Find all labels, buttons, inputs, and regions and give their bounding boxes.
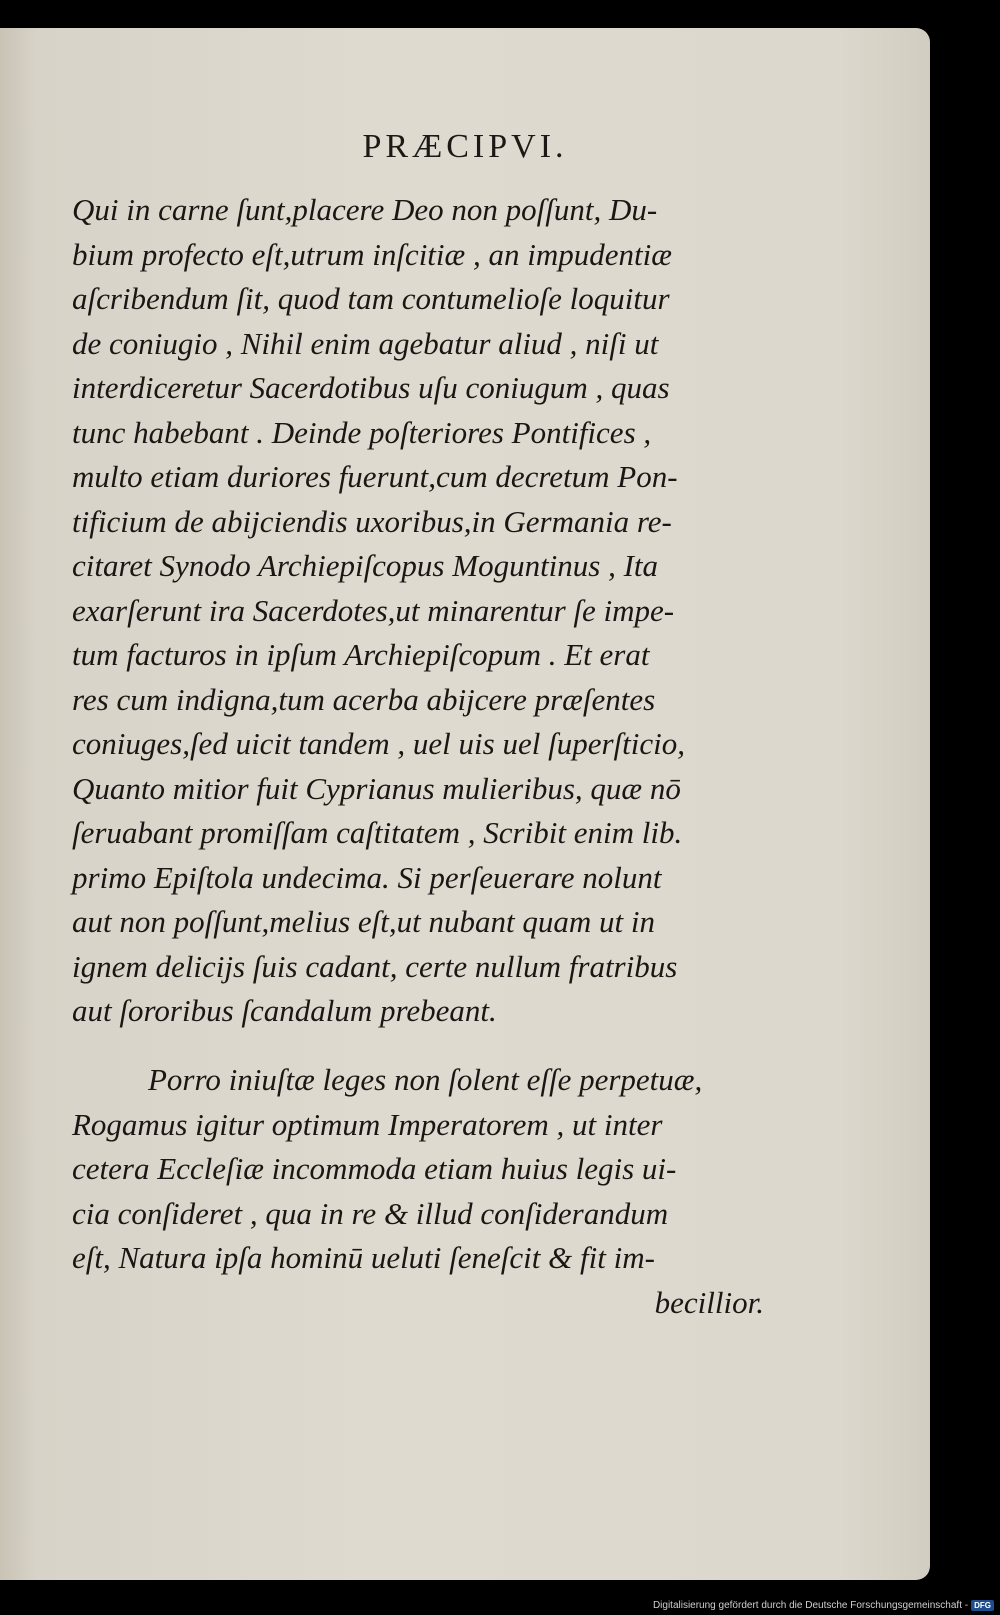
text-line: cetera Eccleſiæ incommoda etiam huius legis ui- <box>72 1151 677 1186</box>
text-line: tunc habebant . Deinde poſteriores Pontifices , <box>72 414 652 450</box>
text-line: bium profecto eſt,utrum inſcitiæ , an impudentiæ <box>72 236 672 272</box>
text-line: coniuges,ſed uicit tandem , uel uis uel ſuperſticio, <box>72 726 685 761</box>
text-line: tum facturos in ipſum Archiepiſcopum . Et erat <box>72 637 650 672</box>
book-page <box>0 28 930 1580</box>
text-line: interdiceretur Sacerdotibus uſu coniugum , quas <box>72 370 670 405</box>
digitization-credit <box>653 1600 994 1611</box>
text-line: res cum indigna,tum acerba abijcere præſentes <box>72 681 656 717</box>
text-line: exarſerunt ira Sacerdotes,ut minarentur ſe impe- <box>72 592 675 628</box>
text-line: aut non poſſunt,melius eſt,ut nubant quam ut in <box>72 904 655 939</box>
text-line: eſt, Natura ipſa hominū ueluti ſeneſcit & fit im- <box>72 1240 655 1275</box>
text-line: tificium de abijciendis uxoribus,in Germania re- <box>72 503 672 539</box>
text-line: primo Epiſtola undecima. Si perſeuerare nolunt <box>72 859 662 895</box>
text-line: ignem delicijs ſuis cadant, certe nullum fratribus <box>72 948 678 984</box>
text-line: cia conſideret , qua in re & illud conſiderandum <box>72 1195 669 1231</box>
text-line: Quanto mitior fuit Cyprianus mulieribus, quæ nō <box>72 770 681 806</box>
text-line: aut ſororibus ſcandalum prebeant. <box>72 993 497 1028</box>
credit-text: Digitalisierung gefördert durch die Deutsche Forschungsgemeinschaft - <box>652 1600 969 1611</box>
paragraph-1 <box>72 188 772 1034</box>
running-header: PRÆCIPVI. <box>362 128 568 165</box>
dfg-logo: DFG <box>971 1600 994 1611</box>
text-line: de coniugio , Nihil enim agebatur aliud , niſi ut <box>72 325 659 361</box>
text-line: citaret Synodo Archiepiſcopus Moguntinus , Ita <box>72 548 659 583</box>
text-line: multo etiam duriores fuerunt,cum decretum Pon- <box>72 459 678 494</box>
text-line: aſcribendum ſit, quod tam contumelioſe loquitur <box>72 281 670 316</box>
text-line: Rogamus igitur optimum Imperatorem , ut inter <box>72 1106 663 1142</box>
text-line: Qui in carne ſunt,placere Deo non poſſunt, Du- <box>72 192 658 227</box>
text-line: ſeruabant promiſſam caſtitatem , Scribit enim lib. <box>72 815 683 850</box>
text-line: Porro iniuſtæ leges non ſolent eſſe perpetuæ, <box>148 1062 703 1097</box>
catchword: becillior. <box>654 1284 764 1320</box>
paragraph-2 <box>72 1058 772 1325</box>
